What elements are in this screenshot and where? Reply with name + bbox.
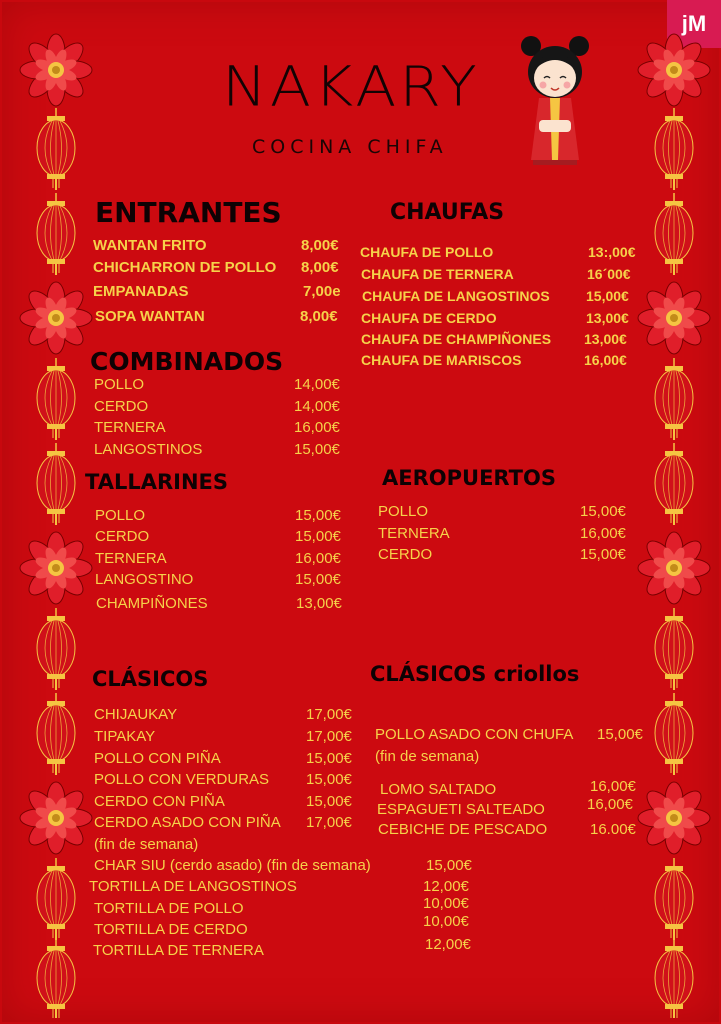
menu-item: CHIJAUKAY 17,00€ (94, 706, 352, 723)
menu-item: CERDO 14,00€ (94, 398, 340, 415)
menu-item: ESPAGUETI SALTEADO 16,00€ (377, 796, 633, 818)
menu-item: CHAMPIÑONES 13,00€ (96, 595, 342, 612)
menu-item-note: (fin de semana) (375, 748, 480, 765)
logo-badge: jM (667, 0, 721, 48)
menu-item: EMPANADAS 7,00e (93, 283, 341, 300)
section-title-tallarines: TALLARINES (85, 470, 228, 494)
menu-item: TORTILLA DE TERNERA 12,00€ (93, 936, 471, 959)
menu-item: POLLO 15,00€ (378, 503, 626, 520)
menu-item: CHAUFA DE CHAMPIÑONES 13,00€ (361, 331, 627, 347)
section-title-aeropuertos: AEROPUERTOS (382, 466, 556, 490)
menu-item: CEBICHE DE PESCADO 16.00€ (378, 821, 636, 838)
left-lantern-column-icon (18, 28, 98, 1018)
menu-item: TERNERA 16,00€ (94, 419, 340, 436)
section-title-combinados: COMBINADOS (90, 347, 284, 376)
menu-item: POLLO CON VERDURAS 15,00€ (94, 771, 352, 788)
section-title-clasicos-criollos: CLÁSICOS criollos (370, 662, 580, 686)
section-title-entrantes: ENTRANTES (95, 196, 282, 229)
section-title-chaufas: CHAUFAS (390, 200, 505, 225)
menu-item: POLLO CON PIÑA 15,00€ (94, 750, 352, 767)
right-lantern-column-icon (636, 28, 716, 1018)
menu-item: TERNERA 16,00€ (378, 525, 626, 542)
menu-item-note: (fin de semana) (94, 836, 199, 853)
section-title-clasicos: CLÁSICOS (92, 667, 209, 691)
menu-item: TORTILLA DE LANGOSTINOS 12,00€ (89, 878, 469, 895)
menu-item: CHAUFA DE LANGOSTINOS 15,00€ (362, 288, 629, 304)
menu-item: LANGOSTINO 15,00€ (95, 571, 341, 588)
menu-item: TIPAKAY 17,00€ (94, 728, 352, 745)
menu-item: CERDO ASADO CON PIÑA 17,00€ (94, 814, 352, 831)
menu-item: TERNERA 16,00€ (95, 550, 341, 567)
menu-item: LOMO SALTADO 16,00€ (380, 778, 636, 798)
menu-item: CERDO 15,00€ (378, 546, 626, 563)
restaurant-name: NAKARY (222, 54, 480, 120)
menu-item: POLLO 14,00€ (94, 376, 340, 393)
menu-item: CHAR SIU (cerdo asado) (fin de semana) 15,00€ (94, 857, 472, 874)
menu-item: CHICHARRON DE POLLO 8,00€ (93, 259, 339, 276)
menu-item: CHAUFA DE TERNERA 16´00€ (361, 266, 631, 282)
menu-item: SOPA WANTAN 8,00€ (95, 308, 338, 325)
menu-item: POLLO ASADO CON CHUFA 15,00€ (375, 726, 643, 743)
menu-item: TORTILLA DE CERDO 10,00€ (94, 913, 469, 938)
menu-item: LANGOSTINOS 15,00€ (94, 441, 340, 458)
menu-item: CERDO 15,00€ (95, 528, 341, 545)
menu-item: WANTAN FRITO 8,00€ (93, 237, 339, 254)
menu-item: TORTILLA DE POLLO 10,00€ (94, 895, 469, 917)
menu-item: CHAUFA DE MARISCOS 16,00€ (361, 352, 627, 368)
menu-item: CERDO CON PIÑA 15,00€ (94, 793, 352, 810)
menu-item: CHAUFA DE CERDO 13,00€ (361, 310, 629, 326)
menu-item: POLLO 15,00€ (95, 507, 341, 524)
menu-item: CHAUFA DE POLLO 13:,00€ (360, 244, 636, 260)
chinese-girl-mascot-icon (515, 32, 595, 167)
restaurant-subtitle: COCINA CHIFA (252, 136, 448, 158)
